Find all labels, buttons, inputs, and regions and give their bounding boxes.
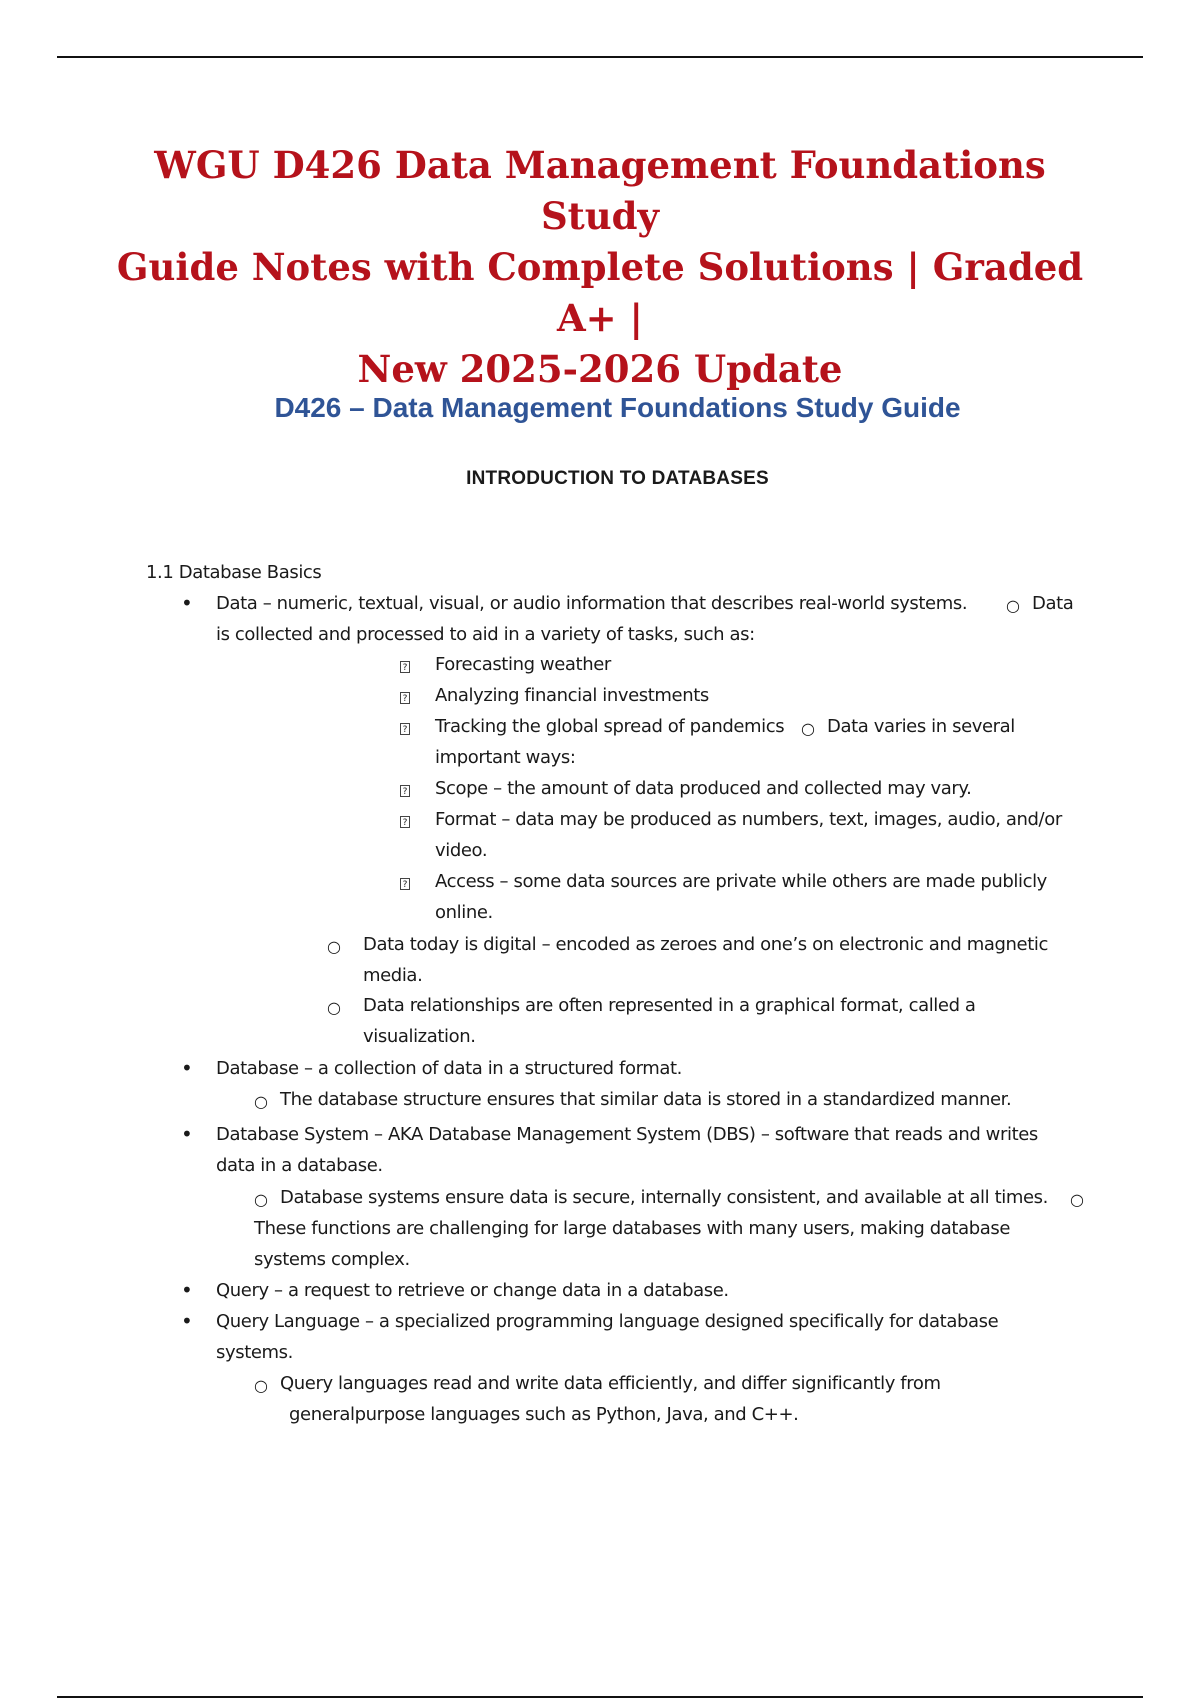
subsection-heading: 1.1 Database Basics: [146, 562, 322, 583]
bullet-marker: •: [181, 1056, 193, 1080]
circle-marker: ○: [801, 719, 815, 738]
bullet-marker: •: [181, 1309, 193, 1333]
list-item-text: Format – data may be produced as numbers, text, images, audio, and/or: [435, 809, 1062, 830]
title-line: New 2025-2026 Update: [357, 347, 843, 391]
list-item-text: is collected and processed to aid in a variety of tasks, such as:: [216, 624, 755, 645]
section-heading: INTRODUCTION TO DATABASES: [466, 468, 769, 489]
list-item-text: systems.: [216, 1342, 293, 1363]
title-line: Guide Notes with Complete Solutions | Graded A+ |: [116, 245, 1084, 340]
missing-glyph-icon: ?: [400, 661, 410, 673]
list-item-text: data in a database.: [216, 1155, 383, 1176]
list-item-text: Database System – AKA Database Management System (DBS) – software that reads and writes: [216, 1124, 1038, 1145]
list-item-text: media.: [363, 965, 423, 986]
list-item-text: Database systems ensure data is secure, internally consistent, and available at all times.: [280, 1187, 1048, 1208]
list-item-text: generalpurpose languages such as Python, Java, and C++.: [289, 1404, 799, 1425]
circle-marker: ○: [254, 1190, 268, 1209]
list-item-text: Query Language – a specialized programming language designed specifically for database: [216, 1311, 999, 1332]
circle-marker: ○: [1006, 596, 1020, 615]
list-item-text: Access – some data sources are private while others are made publicly: [435, 871, 1047, 892]
list-item-text: important ways:: [435, 747, 576, 768]
bullet-marker: •: [181, 591, 193, 615]
circle-marker: ○: [254, 1092, 268, 1111]
list-item-text: Tracking the global spread of pandemics: [435, 716, 785, 737]
list-item-text: Analyzing financial investments: [435, 685, 709, 706]
list-item-text: systems complex.: [254, 1249, 410, 1270]
list-item-text: The database structure ensures that similar data is stored in a standardized manner.: [280, 1089, 1012, 1110]
list-item-text: Data – numeric, textual, visual, or audio information that describes real-world systems.: [216, 593, 968, 614]
document-subtitle: D426 – Data Management Foundations Study Guide: [274, 392, 961, 423]
circle-marker: ○: [327, 998, 341, 1017]
title-line: WGU D426 Data Management Foundations Study: [154, 143, 1046, 238]
missing-glyph-icon: ?: [400, 723, 410, 735]
list-item-text: video.: [435, 840, 488, 861]
missing-glyph-icon: ?: [400, 816, 410, 828]
list-item-text: Query – a request to retrieve or change data in a database.: [216, 1280, 729, 1301]
list-item-text: Data relationships are often represented in a graphical format, called a: [363, 995, 976, 1016]
missing-glyph-icon: ?: [400, 785, 410, 797]
list-item-text: Data today is digital – encoded as zeroes and one’s on electronic and magnetic: [363, 934, 1048, 955]
bullet-marker: •: [181, 1122, 193, 1146]
list-item-text: Database – a collection of data in a structured format.: [216, 1058, 682, 1079]
list-item-text: Data: [1032, 593, 1074, 614]
list-item-text: online.: [435, 902, 493, 923]
list-item-text: Forecasting weather: [435, 654, 611, 675]
list-item-text: Data varies in several: [827, 716, 1015, 737]
bottom-rule: [57, 1696, 1143, 1698]
circle-marker: ○: [1070, 1190, 1084, 1209]
list-item-text: Query languages read and write data efficiently, and differ significantly from: [280, 1373, 941, 1394]
list-item-text: visualization.: [363, 1026, 476, 1047]
circle-marker: ○: [327, 937, 341, 956]
circle-marker: ○: [254, 1376, 268, 1395]
list-item-text: These functions are challenging for large databases with many users, making database: [254, 1218, 1011, 1239]
missing-glyph-icon: ?: [400, 692, 410, 704]
top-rule: [57, 56, 1143, 58]
list-item-text: Scope – the amount of data produced and collected may vary.: [435, 778, 972, 799]
missing-glyph-icon: ?: [400, 878, 410, 890]
document-title: [100, 140, 1100, 395]
bullet-marker: •: [181, 1278, 193, 1302]
